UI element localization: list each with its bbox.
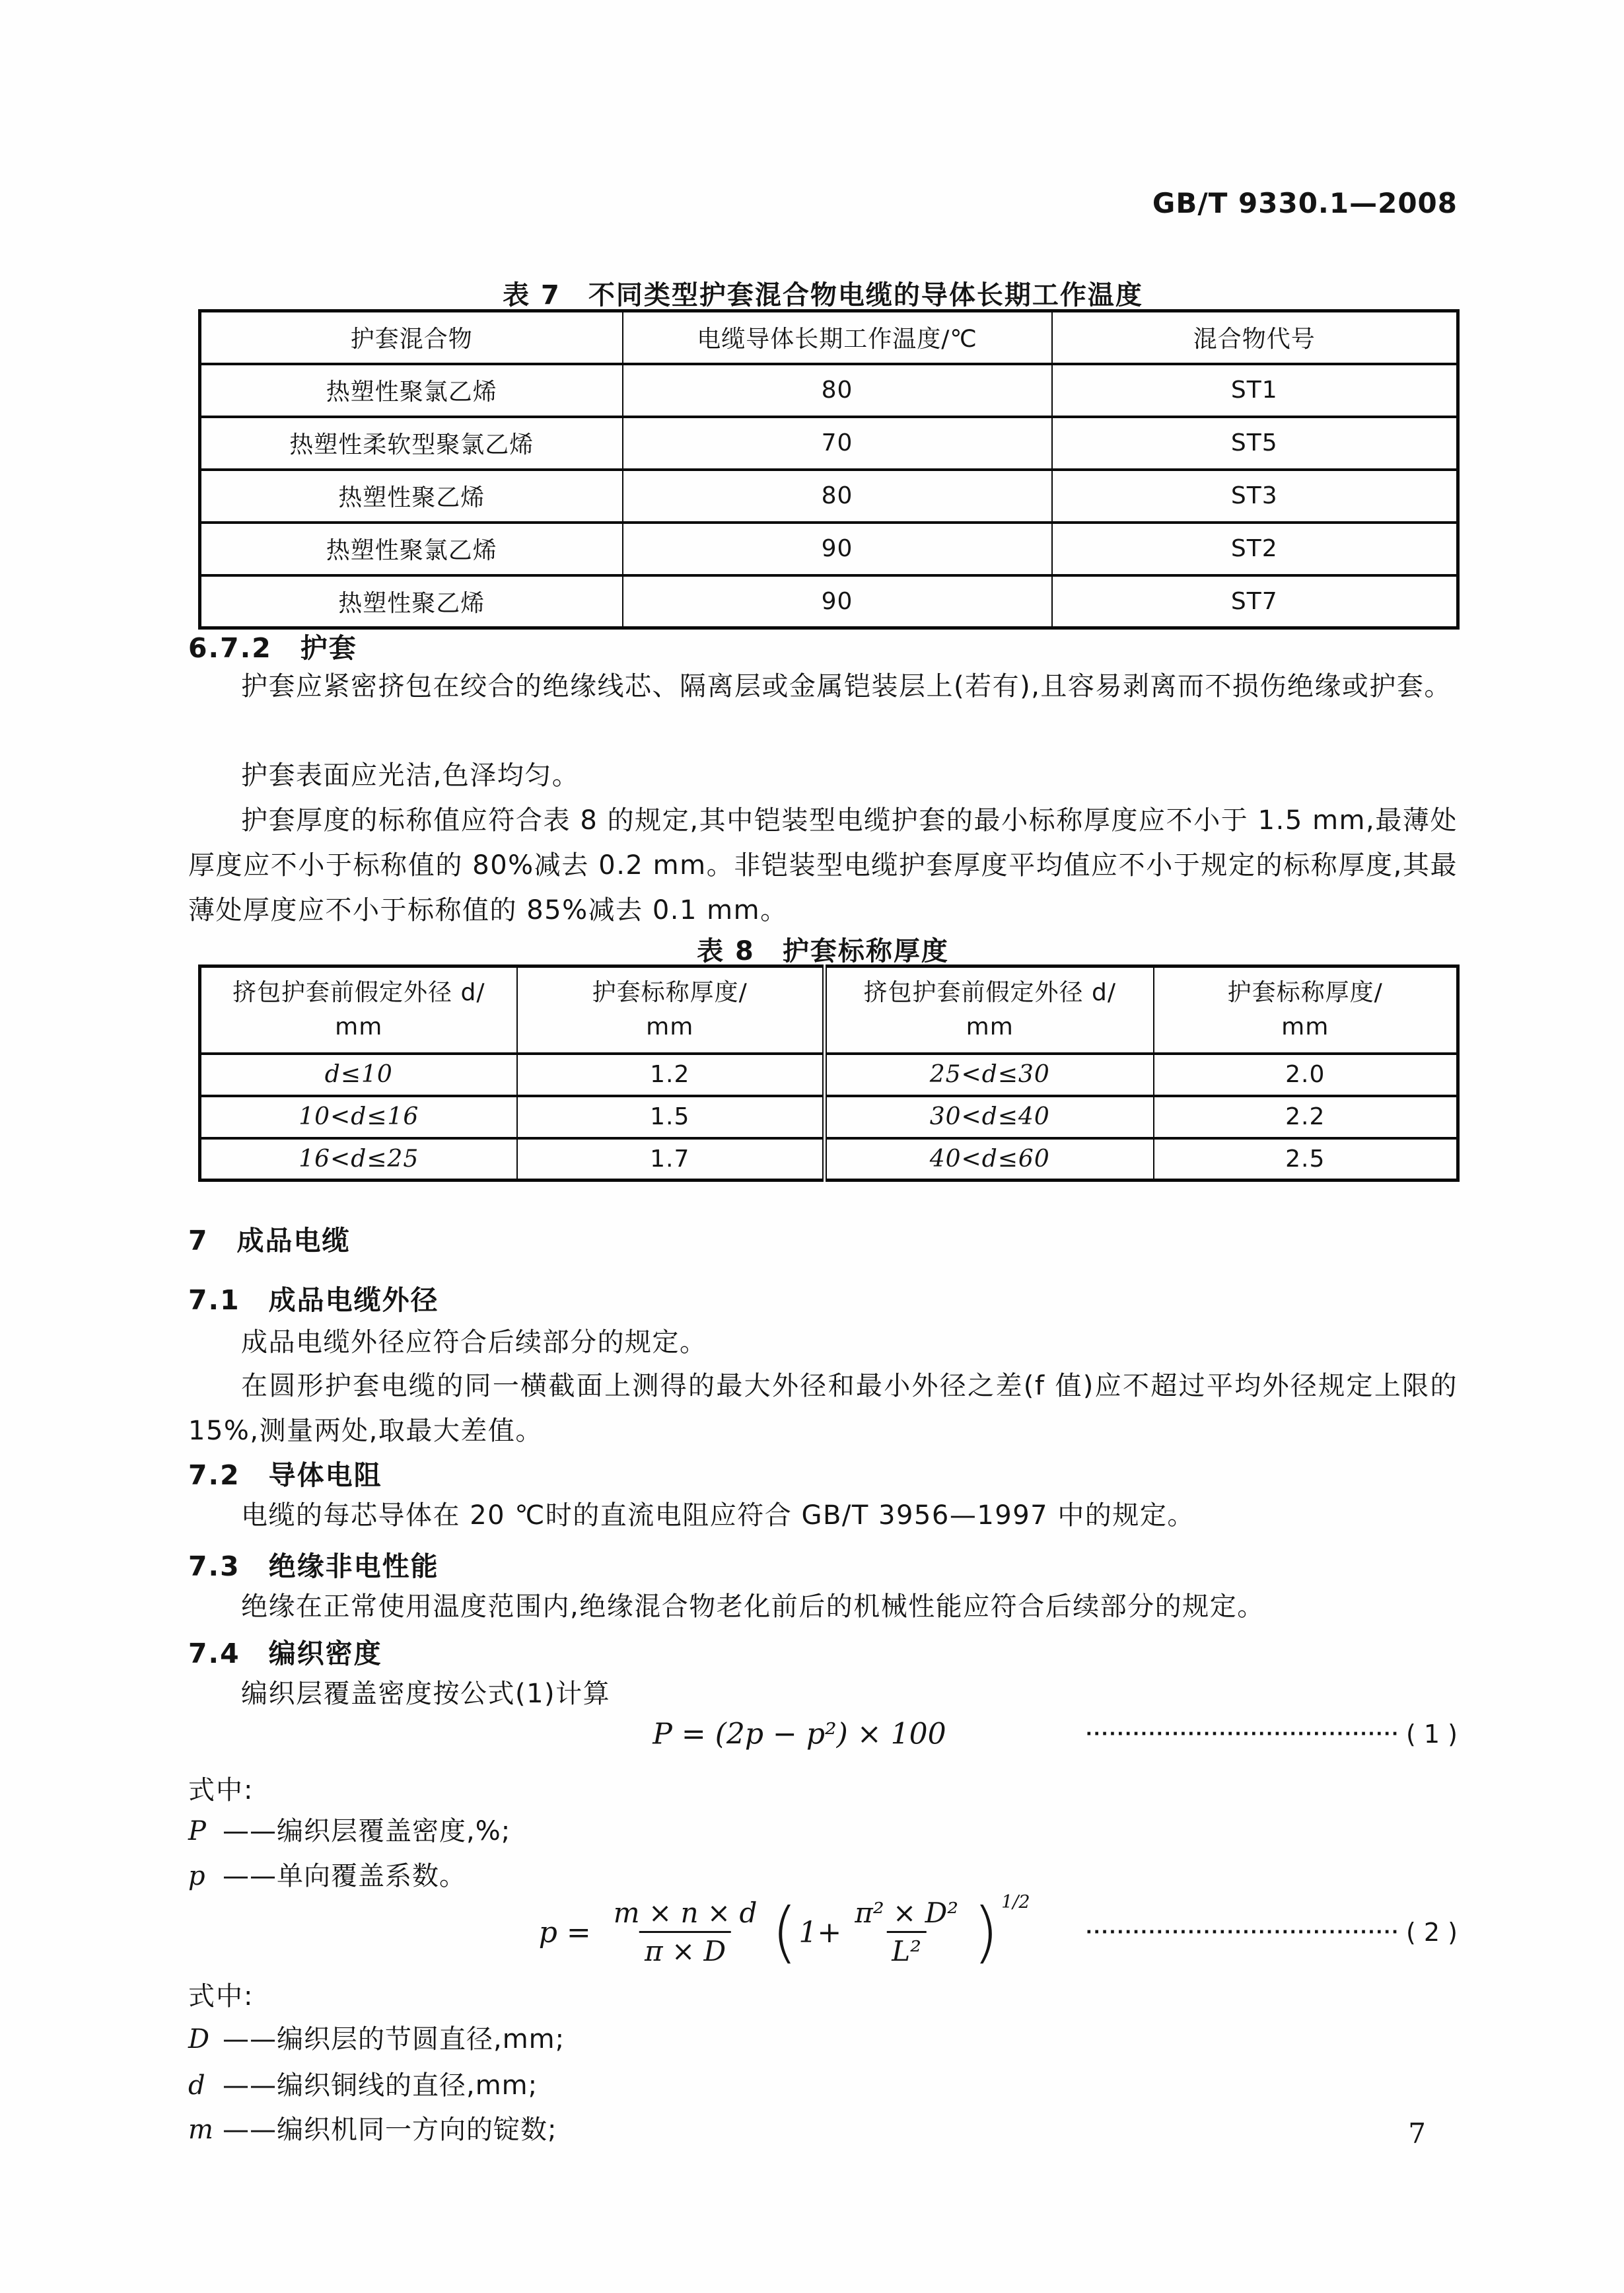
table-row	[200, 1096, 1458, 1138]
table-7	[198, 309, 1460, 630]
table-cell: 热塑性聚氯乙烯	[200, 523, 623, 575]
table-8-header-row	[200, 966, 1458, 1054]
table-cell: 热塑性聚乙烯	[200, 575, 623, 628]
table-row	[200, 470, 1458, 523]
denominator: L²	[886, 1931, 927, 1969]
header-unit: mm	[966, 1013, 1014, 1040]
table-8-col-diameter-right	[825, 966, 1154, 1054]
exponent: 1/2	[1001, 1891, 1030, 1912]
symbol: d	[188, 2070, 206, 2101]
table-7-col-temperature: 电缆导体长期工作温度/℃	[623, 311, 1052, 364]
table-cell: 16<d≤25	[200, 1138, 517, 1181]
table-cell: 40<d≤60	[825, 1138, 1154, 1181]
where-item	[188, 2064, 1458, 2102]
formula-1-text: P = (2p − p²) × 100	[653, 1717, 946, 1751]
paragraph: 护套应紧密挤包在绞合的绝缘线芯、隔离层或金属铠装层上(若有),且容易剥离而不损伤绝缘或护套。	[241, 671, 1452, 702]
where-item	[188, 2109, 1458, 2146]
table-cell: 90	[623, 575, 1052, 628]
where-item	[188, 1810, 1458, 1848]
table-cell: 1.5	[517, 1096, 825, 1138]
formula-1-leader	[1086, 1720, 1458, 1749]
header-text: 挤包护套前假定外径 d/	[863, 978, 1116, 1006]
header-unit: mm	[646, 1013, 694, 1040]
where-label: 式中:	[188, 1775, 254, 1805]
table-8-col-thickness-right	[1154, 966, 1458, 1054]
table-8-title: 表 8 护套标称厚度	[697, 936, 949, 966]
table-cell: ST1	[1052, 364, 1458, 417]
section-7-3-heading: 7.3 绝缘非电性能	[188, 1550, 439, 1582]
table-row	[200, 1138, 1458, 1181]
numerator: π² × D²	[855, 1897, 959, 1929]
paragraph: 护套厚度的标称值应符合表 8 的规定,其中铠装型电缆护套的最小标称厚度应不小于 1.5 mm,最薄处厚度应不小于标称值的 80%减去 0.2 mm。非铠装型电缆护套厚度平均值应不小于规定的标称厚度,其最薄处厚度应不小于标称值的 85%减去 0.1 mm。	[188, 805, 1458, 926]
table-cell: 热塑性聚氯乙烯	[200, 364, 623, 417]
inner-term: 1+	[798, 1915, 842, 1949]
table-8	[198, 965, 1460, 1182]
page-number: 7	[1408, 2117, 1426, 2150]
formula-2-leader	[1086, 1918, 1458, 1947]
symbol: m	[188, 2115, 214, 2145]
table-row	[200, 523, 1458, 575]
table-row	[200, 575, 1458, 628]
symbol-description: ——单向覆盖系数。	[223, 1861, 466, 1891]
symbol: p	[188, 1861, 206, 1891]
table-7-header-row	[200, 311, 1458, 364]
table-cell: 2.5	[1154, 1138, 1458, 1181]
table-cell: 热塑性聚乙烯	[200, 470, 623, 523]
table-cell: 25<d≤30	[825, 1054, 1154, 1096]
table-7-col-code: 混合物代号	[1052, 311, 1458, 364]
formula-1-number: ( 1 )	[1406, 1720, 1458, 1749]
table-cell: 热塑性柔软型聚氯乙烯	[200, 417, 623, 470]
paragraph: 电缆的每芯导体在 20 ℃时的直流电阻应符合 GB/T 3956—1997 中的规定。	[241, 1500, 1195, 1531]
numerator: m × n × d	[613, 1897, 758, 1929]
paragraph: 成品电缆外径应符合后续部分的规定。	[241, 1327, 707, 1358]
formula-1-expression	[653, 1718, 946, 1751]
document-number: GB/T 9330.1—2008	[1152, 187, 1458, 219]
table-cell: 30<d≤40	[825, 1096, 1154, 1138]
formula-2	[188, 1883, 1458, 1982]
leader-dots: ········································	[1085, 1724, 1399, 1744]
header-unit: mm	[1281, 1013, 1329, 1040]
table-cell: ST7	[1052, 575, 1458, 628]
table-8-col-thickness-left	[517, 966, 825, 1054]
where-item	[188, 2018, 1458, 2056]
table-cell: 70	[623, 417, 1052, 470]
table-cell: d≤10	[200, 1054, 517, 1096]
leader-dots: ········································	[1085, 1922, 1399, 1942]
table-row	[200, 364, 1458, 417]
formula-2-expression: p = $\frac{m \times n \times d}{\pi \times D}$ ( 1+ $\frac{\text{π² × D²}}{\text{L²}}$ ) 1/2	[538, 1891, 1030, 1971]
table-cell: ST5	[1052, 417, 1458, 470]
table-cell: 2.2	[1154, 1096, 1458, 1138]
section-7-2-heading: 7.2 导体电阻	[188, 1459, 382, 1491]
fraction	[849, 1896, 964, 1969]
table-cell: 1.7	[517, 1138, 825, 1181]
table-cell: 90	[623, 523, 1052, 575]
table-8-col-diameter-left	[200, 966, 517, 1054]
table-row	[200, 417, 1458, 470]
formula-2-lhs: p =	[538, 1915, 591, 1949]
section-7-heading: 7 成品电缆	[188, 1225, 351, 1256]
formula-1	[188, 1701, 1458, 1767]
symbol-description: ——编织层的节圆直径,mm;	[223, 2024, 565, 2055]
section-7-4-heading: 7.4 编织密度	[188, 1638, 382, 1669]
section-6-7-2-heading: 6.7.2 护套	[188, 632, 357, 664]
table-7-title: 表 7 不同类型护套混合物电缆的导体长期工作温度	[503, 280, 1143, 310]
header-text: 挤包护套前假定外径 d/	[232, 978, 485, 1006]
paragraph: 编织层覆盖密度按公式(1)计算	[241, 1679, 611, 1709]
table-cell: 1.2	[517, 1054, 825, 1096]
paragraph: 护套表面应光洁,色泽均匀。	[241, 760, 580, 791]
formula-2-number: ( 2 )	[1406, 1918, 1458, 1947]
table-cell: 80	[623, 470, 1052, 523]
section-7-1-heading: 7.1 成品电缆外径	[188, 1284, 439, 1316]
where-label: 式中:	[188, 1981, 254, 2012]
symbol: D	[188, 2024, 211, 2055]
paragraph: 在圆形护套电缆的同一横截面上测得的最大外径和最小外径之差(f 值)应不超过平均外径规定上限的 15%,测量两处,取最大差值。	[188, 1371, 1458, 1446]
table-cell: 2.0	[1154, 1054, 1458, 1096]
table-row	[200, 1054, 1458, 1096]
symbol-description: ——编织层覆盖密度,%;	[223, 1816, 511, 1846]
symbol: P	[188, 1816, 207, 1846]
header-unit: mm	[335, 1013, 383, 1040]
header-text: 护套标称厚度/	[1227, 978, 1383, 1006]
denominator: π × D	[639, 1931, 731, 1969]
paragraph: 绝缘在正常使用温度范围内,绝缘混合物老化前后的机械性能应符合后续部分的规定。	[241, 1591, 1265, 1622]
header-text: 护套标称厚度/	[592, 978, 748, 1006]
table-cell: 10<d≤16	[200, 1096, 517, 1138]
symbol-description: ——编织铜线的直径,mm;	[223, 2070, 538, 2101]
table-cell: ST3	[1052, 470, 1458, 523]
table-cell: ST2	[1052, 523, 1458, 575]
table-cell: 80	[623, 364, 1052, 417]
table-7-col-sheath-compound: 护套混合物	[200, 311, 623, 364]
symbol-description: ——编织机同一方向的锭数;	[223, 2115, 557, 2145]
fraction	[608, 1896, 763, 1969]
